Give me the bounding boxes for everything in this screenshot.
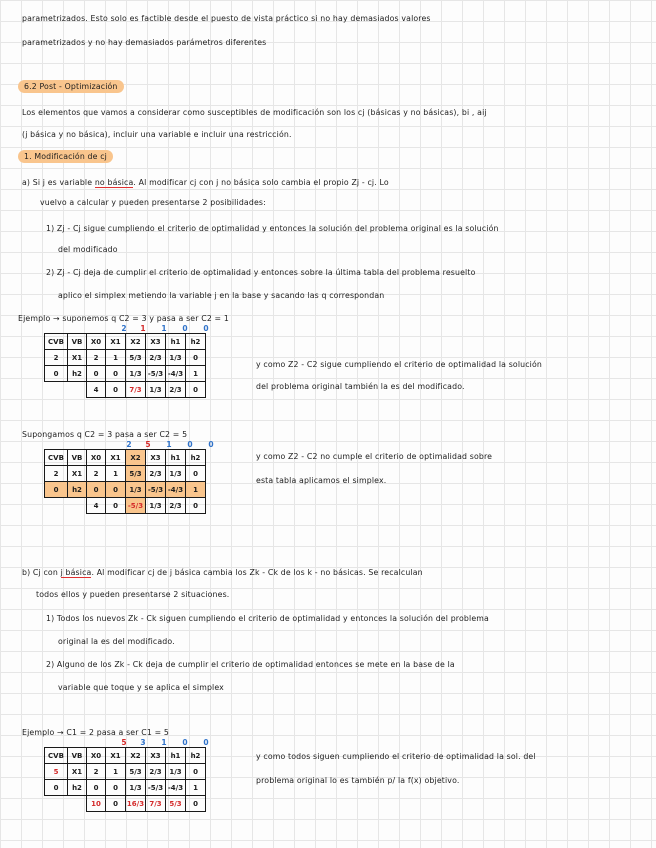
table-cell: 0 xyxy=(106,796,126,812)
pivot-column-header: X2 xyxy=(126,450,146,466)
table-cell: 0 xyxy=(106,382,126,398)
pivot-row xyxy=(45,482,206,498)
table-cell: X1 xyxy=(106,748,126,764)
example-2-note-1: y como Z2 - C2 no cumple el criterio de optimalidad sobre xyxy=(256,452,493,461)
table-cell: CVB xyxy=(45,748,68,764)
table-cell: X3 xyxy=(146,450,166,466)
case-a-item-1a: 1) Zj - Cj sigue cumpliendo el criterio de optimalidad y entonces la solución del problema original es la solución xyxy=(46,224,499,233)
table-cell: 1 xyxy=(186,366,206,382)
case-a-item-1b: del modificado xyxy=(58,245,118,254)
table-cell: 5/3 xyxy=(126,764,146,780)
table-cell: h2 xyxy=(186,450,206,466)
table-cell: X2 xyxy=(126,748,146,764)
table-cell: 2 xyxy=(87,350,106,366)
case-a-item-2a: 2) Zj - Cj deja de cumplir el criterio de optimalidad y entonces sobre la última tabla del problema resuelto xyxy=(46,268,476,277)
table-cell: 1 xyxy=(106,350,126,366)
table-cell: 10 xyxy=(87,796,106,812)
table-cell: 1/3 xyxy=(146,498,166,514)
subsection-title: 1. Modificación de cj xyxy=(18,152,113,161)
table-cell: 0 xyxy=(45,366,68,382)
table-cell: h1 xyxy=(166,748,186,764)
table-cell: 1/3 xyxy=(166,466,186,482)
objective-coef: 1 xyxy=(161,738,167,747)
objective-coef: 1 xyxy=(166,440,172,449)
table-cell: -5/3 xyxy=(146,780,166,796)
section-para-1: Los elementos que vamos a considerar como susceptibles de modificación son los cj (básicas y no básicas), bi , aij xyxy=(22,108,487,117)
table-row xyxy=(45,350,206,366)
table-cell: X0 xyxy=(87,334,106,350)
table-cell: 1/3 xyxy=(126,780,146,796)
case-b-item-2b: variable que toque y se aplica el simplex xyxy=(58,683,224,692)
table-cell: 1/3 xyxy=(146,382,166,398)
table-cell: 1/3 xyxy=(126,366,146,382)
case-a-item-2b: aplico el simplex metiendo la variable j en la base y sacando las q correspondan xyxy=(58,291,385,300)
table-cell: VB xyxy=(68,450,87,466)
table-cell: 0 xyxy=(106,780,126,796)
underline-no-basica: no básica xyxy=(94,178,134,187)
section-para-2: (j básica y no básica), incluir una variable e incluir una restricción. xyxy=(22,130,292,139)
table-cell: h2 xyxy=(68,366,87,382)
table-cell: 0 xyxy=(45,482,68,498)
intro-line-1: parametrizados. Esto solo es factible desde el puesto de vista práctico si no hay demasiados valores xyxy=(22,14,431,23)
table-cell: X3 xyxy=(146,748,166,764)
underline-j-basica: j básica xyxy=(60,568,92,577)
objective-coef: 0 xyxy=(208,440,214,449)
example-2-note-2: esta tabla aplicamos el simplex. xyxy=(256,476,387,485)
pivot-cell: 1/3 xyxy=(126,482,146,498)
blank-cell xyxy=(45,498,68,514)
table-cell: 4 xyxy=(87,498,106,514)
example-3-label: Ejemplo → C1 = 2 pasa a ser C1 = 5 xyxy=(22,728,169,737)
table-cell: h2 xyxy=(68,482,87,498)
objective-coef: 0 xyxy=(187,440,193,449)
case-a-line-1: a) Si j es variable no básica. Al modificar cj con j no básica solo cambia el propio Zj - cj. Lo xyxy=(22,178,389,187)
pivot-column-cell: 5/3 xyxy=(126,466,146,482)
table-cell: 1 xyxy=(106,764,126,780)
table-cell: 2 xyxy=(45,466,68,482)
table-cell: 2 xyxy=(87,764,106,780)
table-cell: 7/3 xyxy=(146,796,166,812)
table-cell: 0 xyxy=(87,366,106,382)
objective-coef: 2 xyxy=(121,324,127,333)
table-cell: X1 xyxy=(68,764,87,780)
table-cell: -4/3 xyxy=(166,366,186,382)
objective-coef: 0 xyxy=(203,324,209,333)
table-cell: X1 xyxy=(68,350,87,366)
table-cell: 1 xyxy=(106,466,126,482)
objective-coef: 1 xyxy=(140,324,146,333)
table-header-row xyxy=(45,334,206,350)
table-cell: -4/3 xyxy=(166,780,186,796)
table-cell: X2 xyxy=(126,334,146,350)
table-cell: 0 xyxy=(106,366,126,382)
table-cell: h1 xyxy=(166,450,186,466)
table-cell: 5/3 xyxy=(166,796,186,812)
case-b-item-1a: 1) Todos los nuevos Zk - Ck siguen cumpliendo el criterio de optimalidad y entonces la solución del problema xyxy=(46,614,489,623)
table-cell: X3 xyxy=(146,334,166,350)
example-1-label: Ejemplo → suponemos q C2 = 3 y pasa a ser C2 = 1 xyxy=(18,314,229,323)
table-cell: X0 xyxy=(87,450,106,466)
table-cell: h1 xyxy=(166,334,186,350)
objective-coef: 3 xyxy=(140,738,146,747)
table-cell: 0 xyxy=(186,466,206,482)
table-cell: h2 xyxy=(186,748,206,764)
table-cell: VB xyxy=(68,334,87,350)
table-cell: 1/3 xyxy=(166,350,186,366)
table-cell: 0 xyxy=(106,482,126,498)
table-z-row xyxy=(45,382,206,398)
table-cell: 0 xyxy=(186,350,206,366)
example-3-note-2: problema original lo es también p/ la f(x) objetivo. xyxy=(256,776,460,785)
case-b-line-1: b) Cj con j básica. Al modificar cj de j básica cambia los Zk - Ck de los k - no básicas. Se recalculan xyxy=(22,568,423,577)
table-cell: 0 xyxy=(186,382,206,398)
case-a-line-2: vuelvo a calcular y pueden presentarse 2 posibilidades: xyxy=(40,198,266,207)
table-cell: h2 xyxy=(68,780,87,796)
table-cell: h2 xyxy=(186,334,206,350)
blank-cell xyxy=(45,382,68,398)
table-cell: 0 xyxy=(45,780,68,796)
table-cell: 0 xyxy=(186,796,206,812)
table-cell: CVB xyxy=(45,450,68,466)
table-row xyxy=(45,764,206,780)
case-b-item-2a: 2) Alguno de los Zk - Ck deja de cumplir el criterio de optimalidad entonces se mete en la base de la xyxy=(46,660,455,669)
objective-coef: 5 xyxy=(121,738,127,747)
table-cell: 2/3 xyxy=(146,764,166,780)
table-cell: 2 xyxy=(87,466,106,482)
table-cell: 1 xyxy=(186,482,206,498)
objective-coef: 0 xyxy=(203,738,209,747)
table-cell: 0 xyxy=(87,780,106,796)
objective-coef: 0 xyxy=(182,324,188,333)
table-header-row xyxy=(45,450,206,466)
intro-line-2: parametrizados y no hay demasiados parámetros diferentes xyxy=(22,38,267,47)
table-cell: 2/3 xyxy=(146,350,166,366)
table-cell: 2/3 xyxy=(146,466,166,482)
table-cell: 1 xyxy=(186,780,206,796)
table-cell: X0 xyxy=(87,748,106,764)
table-row xyxy=(45,466,206,482)
table-row xyxy=(45,366,206,382)
blank-cell xyxy=(68,498,87,514)
table-row xyxy=(45,780,206,796)
example-2-label: Supongamos q C2 = 3 pasa a ser C2 = 5 xyxy=(22,430,188,439)
blank-cell xyxy=(68,382,87,398)
section-title: 6.2 Post - Optimización xyxy=(18,82,124,91)
simplex-table-3 xyxy=(44,747,206,812)
blank-cell xyxy=(68,796,87,812)
objective-coef: 0 xyxy=(182,738,188,747)
table-cell: -4/3 xyxy=(166,482,186,498)
table-cell: 1/3 xyxy=(166,764,186,780)
table-z-row xyxy=(45,796,206,812)
example-3-note-1: y como todos siguen cumpliendo el criterio de optimalidad la sol. del xyxy=(256,752,536,761)
case-b-item-1b: original la es del modificado. xyxy=(58,637,175,646)
simplex-table-2 xyxy=(44,449,206,514)
table-cell: 4 xyxy=(87,382,106,398)
table-cell: 16/3 xyxy=(126,796,146,812)
table-z-row xyxy=(45,498,206,514)
table-cell: X1 xyxy=(106,334,126,350)
table-cell: 2/3 xyxy=(166,382,186,398)
pivot-column-cell: -5/3 xyxy=(126,498,146,514)
simplex-table-1 xyxy=(44,333,206,398)
table-header-row xyxy=(45,748,206,764)
table-cell: 5 xyxy=(45,764,68,780)
table-cell: -5/3 xyxy=(146,482,166,498)
table-cell: CVB xyxy=(45,334,68,350)
example-1-note-2: del problema original también la es del modificado. xyxy=(256,382,465,391)
table-cell: 0 xyxy=(186,764,206,780)
table-cell: X1 xyxy=(106,450,126,466)
objective-coef: 5 xyxy=(145,440,151,449)
example-1-note-1: y como Z2 - C2 sigue cumpliendo el criterio de optimalidad la solución xyxy=(256,360,543,369)
table-cell: 5/3 xyxy=(126,350,146,366)
table-cell: 2/3 xyxy=(166,498,186,514)
table-cell: 2 xyxy=(45,350,68,366)
table-cell: 7/3 xyxy=(126,382,146,398)
objective-coef: 1 xyxy=(161,324,167,333)
table-cell: 0 xyxy=(87,482,106,498)
objective-coef: 2 xyxy=(126,440,132,449)
table-cell: 0 xyxy=(186,498,206,514)
table-cell: 0 xyxy=(106,498,126,514)
table-cell: VB xyxy=(68,748,87,764)
case-b-line-2: todos ellos y pueden presentarse 2 situaciones. xyxy=(36,590,230,599)
table-cell: -5/3 xyxy=(146,366,166,382)
table-cell: X1 xyxy=(68,466,87,482)
blank-cell xyxy=(45,796,68,812)
